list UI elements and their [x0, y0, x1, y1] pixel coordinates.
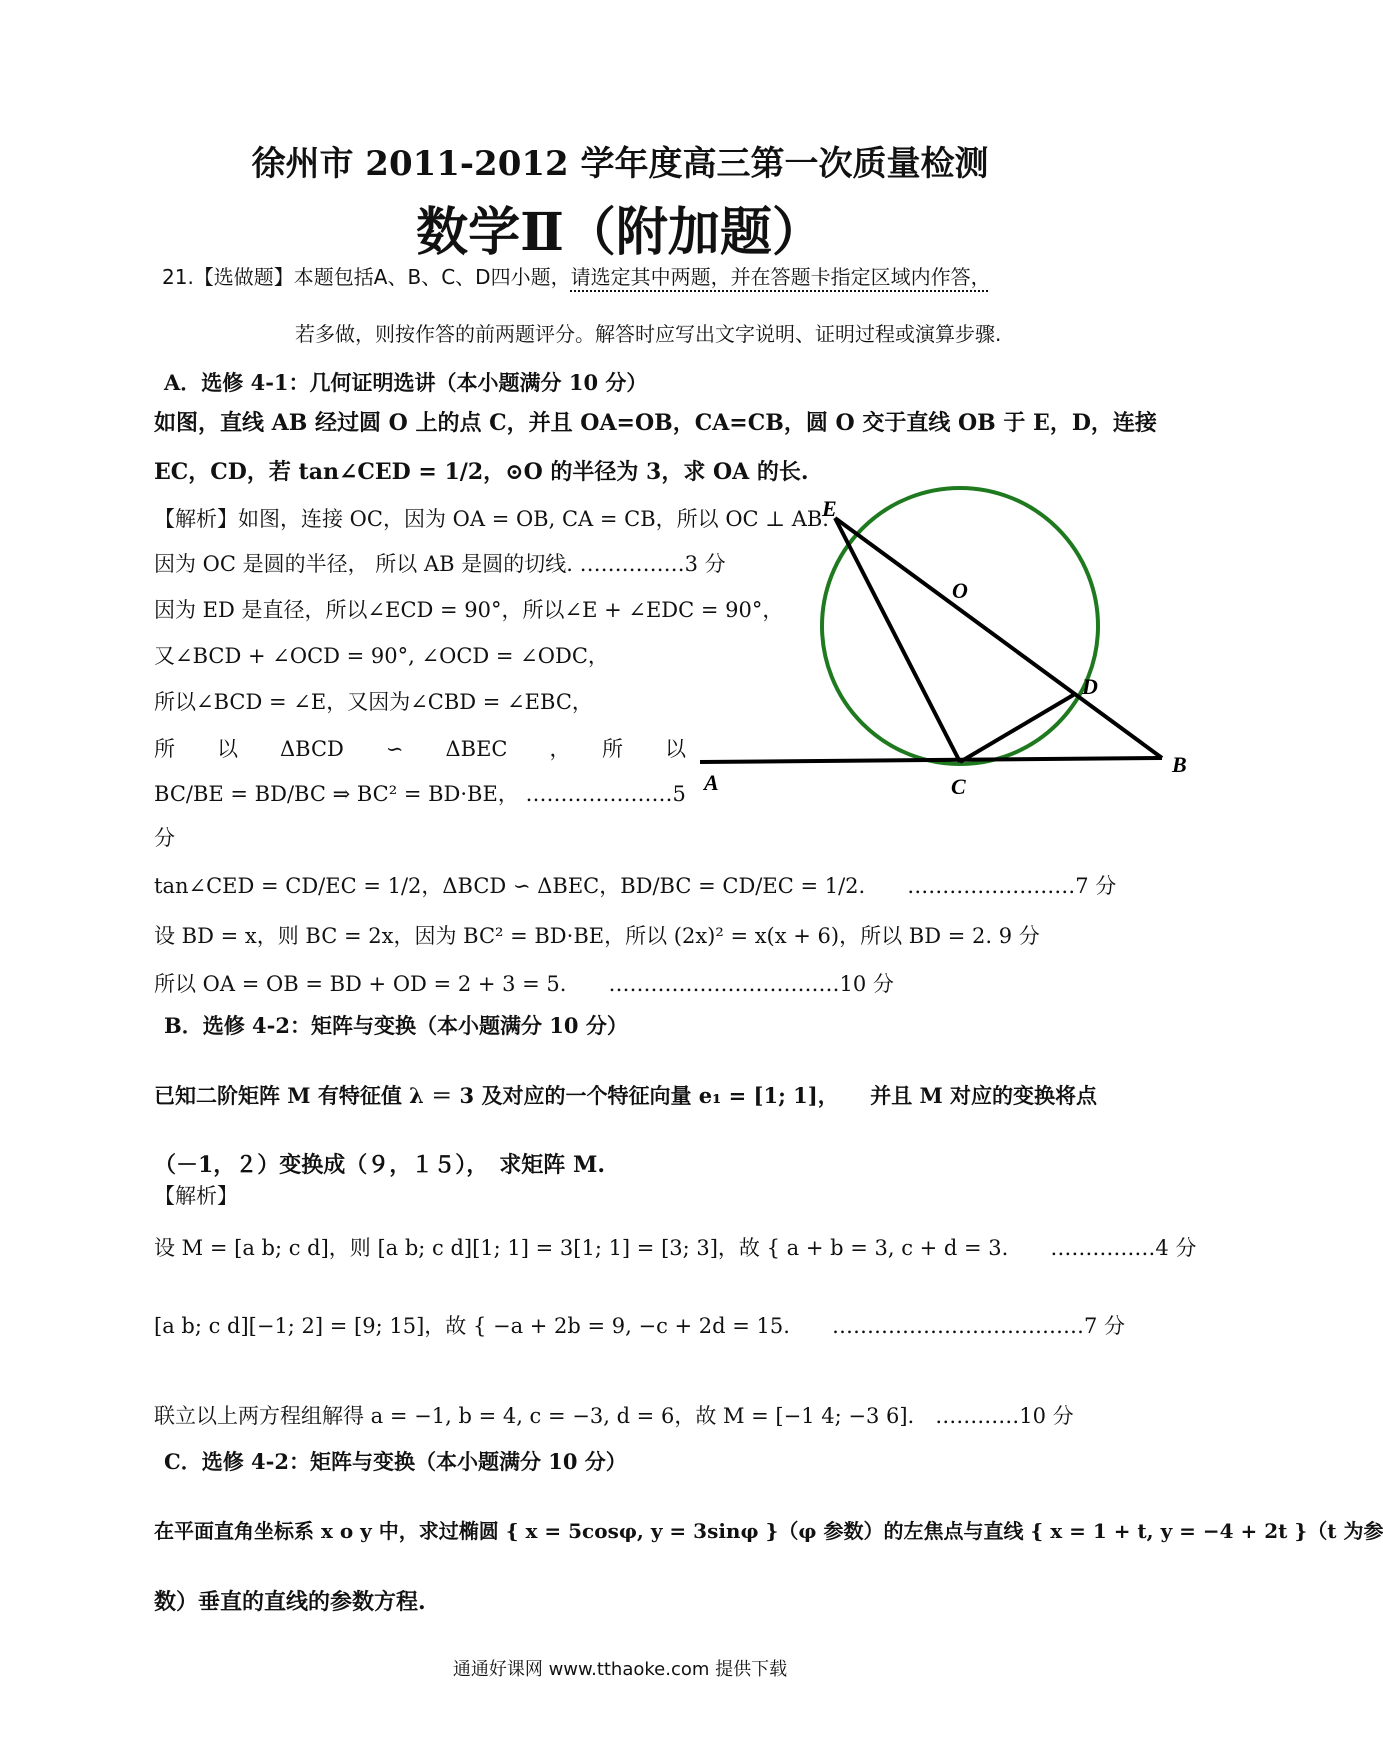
- intro-line-2: 若多做，则按作答的前两题评分。解答时应写出文字说明、证明过程或演算步骤.: [295, 322, 1002, 346]
- section-a-solution-8: 分: [154, 826, 175, 850]
- section-a-solution-3: 因为 ED 是直径，所以∠ECD = 90°，所以∠E + ∠EDC = 90°，: [154, 598, 784, 622]
- label-o: O: [952, 578, 968, 603]
- footer-source: 通通好课网 www.tthaoke.com 提供下载: [452, 1659, 788, 1680]
- section-a-problem-line-1: 如图，直线 AB 经过圆 O 上的点 C，并且 OA=OB，CA=CB，圆 O 交于直线 OB 于 E，D，连接: [154, 410, 1157, 436]
- section-b-solution-4: 联立以上两方程组解得 a = −1, b = 4, c = −3, d = 6，故 M = [−1 4; −3 6]. …………10 分: [154, 1404, 1074, 1428]
- section-c-problem-line-2: 数）垂直的直线的参数方程.: [154, 1589, 426, 1615]
- section-a-solution-7: BC/BE = BD/BC ⇒ BC² = BD·BE， …………………5: [154, 782, 686, 806]
- section-b-heading: B．选修 4-2：矩阵与变换（本小题满分 10 分）: [164, 1013, 628, 1038]
- exam-title: 徐州市 2011-2012 学年度高三第一次质量检测: [251, 144, 989, 184]
- section-a-problem-line-2: EC，CD，若 tan∠CED = 1/2，⊙O 的半径为 3，求 OA 的长.: [154, 459, 809, 485]
- label-d: D: [1082, 674, 1098, 699]
- section-b-problem-line-1: 已知二阶矩阵 M 有特征值 λ ＝ 3 及对应的一个特征向量 e₁ = [1; 1]， 并且 M 对应的变换将点: [154, 1083, 1098, 1108]
- section-b-solution-1: 【解析】: [154, 1184, 238, 1208]
- geometry-figure: [700, 490, 1200, 805]
- intro-line-1-b: 请选定其中两题，并在答题卡指定区域内作答，: [570, 265, 991, 289]
- section-a-solution-6: 所 以 ΔBCD ∽ ΔBEC ， 所 以: [154, 737, 686, 761]
- intro-line-1: [162, 261, 991, 290]
- intro-line-1-a: 21.【选做题】本题包括A、B、C、D四小题，: [162, 265, 571, 289]
- section-b-problem-line-2: （－1，２）变换成（９，１５）， 求矩阵 M.: [154, 1152, 605, 1178]
- label-e: E: [822, 496, 837, 521]
- section-b-solution-2: 设 M = [a b; c d]，则 [a b; c d][1; 1] = 3[1; 1] = [3; 3]，故 { a + b = 3, c + d = 3. ……………4 分: [154, 1236, 1197, 1260]
- section-a-solution-10: 设 BD = x，则 BC = 2x，因为 BC² = BD·BE，所以 (2x)² = x(x + 6)，所以 BD = 2. 9 分: [154, 924, 1040, 948]
- section-a-solution-11: 所以 OA = OB = BD + OD = 2 + 3 = 5. ……………………………10 分: [154, 972, 894, 996]
- section-c-heading: C．选修 4-2：矩阵与变换（本小题满分 10 分）: [164, 1449, 627, 1474]
- label-c: C: [951, 774, 966, 799]
- line-eb: [835, 518, 1162, 758]
- line-ab: [700, 758, 1162, 762]
- label-a: A: [704, 770, 719, 795]
- line-ec: [835, 518, 960, 762]
- section-b-solution-3: [a b; c d][−1; 2] = [9; 15]，故 { −a + 2b = 9, −c + 2d = 15. ………………………………7 分: [154, 1314, 1125, 1338]
- circle-o: [822, 488, 1098, 764]
- label-b: B: [1172, 752, 1187, 777]
- section-c-problem-line-1: 在平面直角坐标系 x o y 中，求过椭圆 { x = 5cosφ, y = 3sinφ }（φ 参数）的左焦点与直线 { x = 1 + t, y = −4 + 2t }（t 为参: [154, 1519, 1383, 1543]
- section-a-heading: A．选修 4-1：几何证明选讲（本小题满分 10 分）: [164, 370, 648, 395]
- section-a-solution-9: tan∠CED = CD/EC = 1/2，ΔBCD ∽ ΔBEC，BD/BC = CD/EC = 1/2. ……………………7 分: [154, 874, 1117, 898]
- exam-subtitle: 数学Ⅱ（附加题）: [416, 202, 824, 263]
- section-a-solution-2: 因为 OC 是圆的半径， 所以 AB 是圆的切线. ……………3 分: [154, 552, 726, 576]
- section-a-solution-4: 又∠BCD + ∠OCD = 90°, ∠OCD = ∠ODC，: [154, 644, 609, 668]
- section-a-solution-5: 所以∠BCD = ∠E，又因为∠CBD = ∠EBC，: [154, 690, 593, 714]
- section-a-solution-1: 【解析】如图，连接 OC，因为 OA = OB, CA = CB，所以 OC ⊥ AB.: [154, 507, 829, 531]
